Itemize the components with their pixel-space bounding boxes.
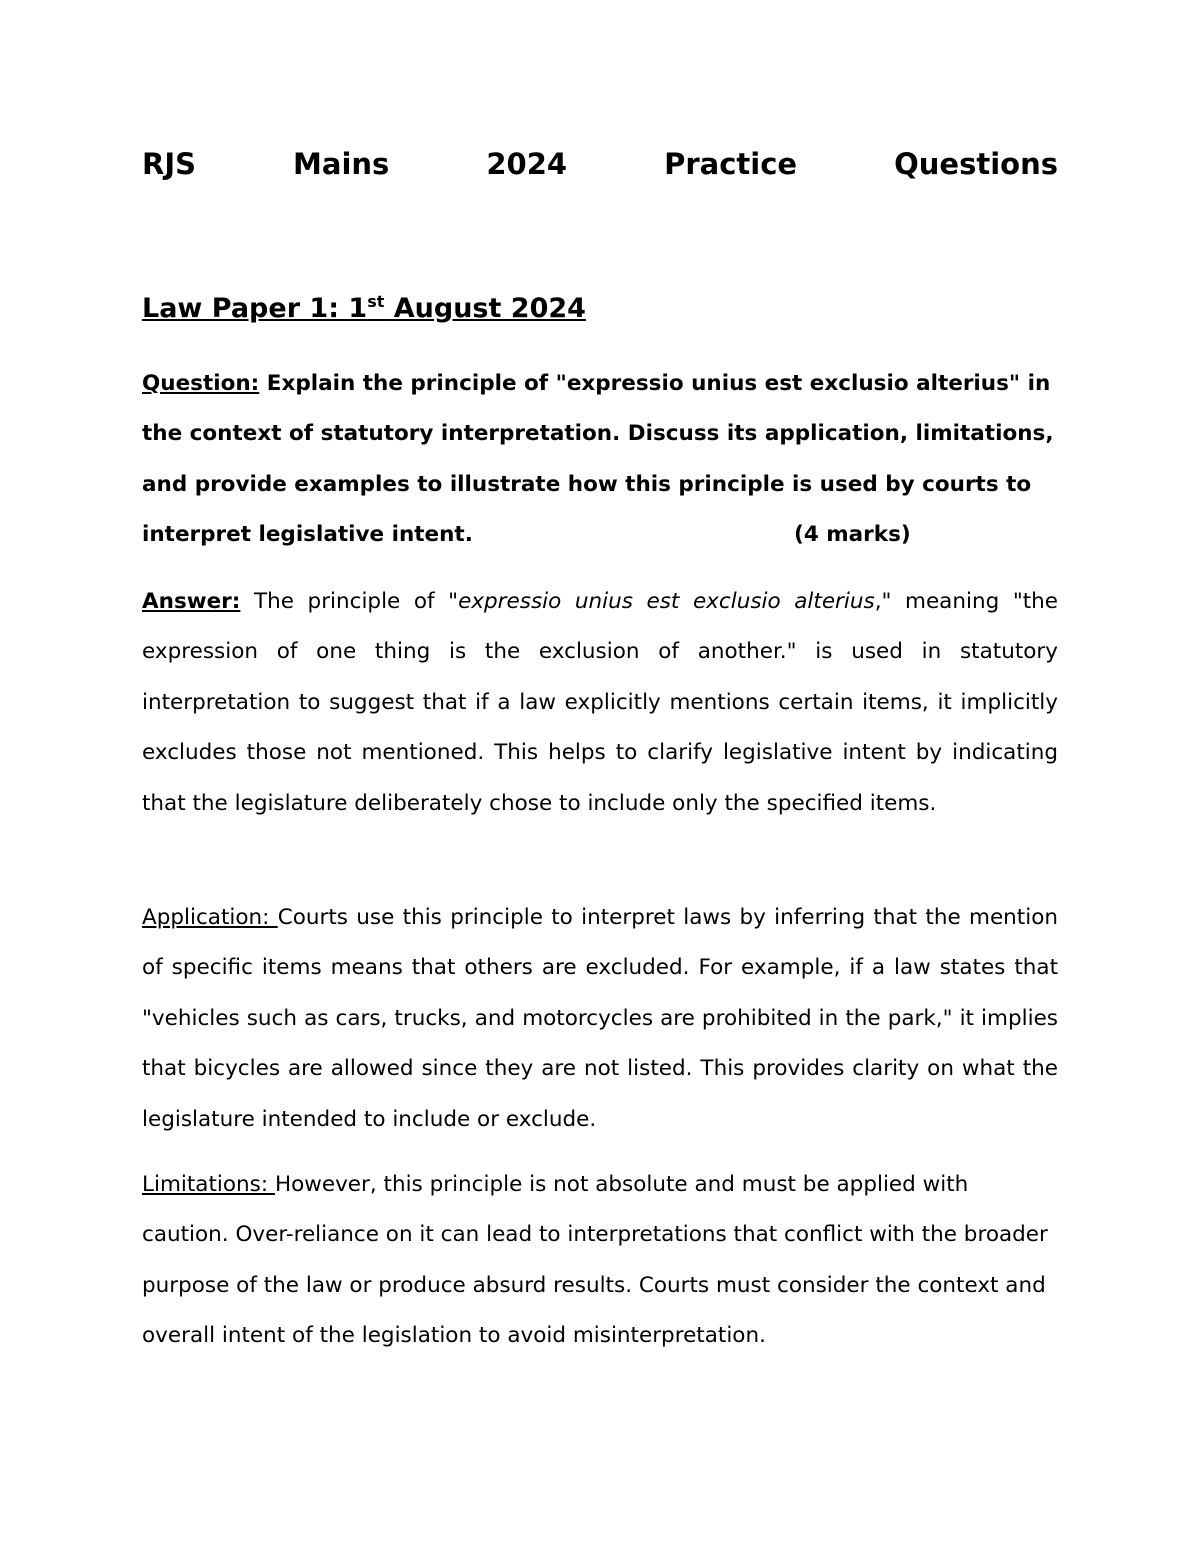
title-word: RJS (142, 147, 197, 181)
paper-heading-prefix: Law Paper 1: 1 (142, 293, 368, 324)
title-word: Practice (664, 147, 798, 181)
limitations-label: Limitations: (142, 1172, 275, 1197)
question-marks: (4 marks) (794, 522, 911, 548)
paper-heading-suffix: August 2024 (384, 293, 586, 324)
limitations-text: However, this principle is not absolute and must be applied with caution. Over-reliance on it can lead to interpretations that conflict with the broader purpose of the law or produce absurd results. Courts must consider the context and overall intent of the legislation to avoid misinterpretation. (142, 1172, 1048, 1349)
title-word: Questions (894, 147, 1058, 181)
answer-latin-phrase: expressio unius est exclusio alterius (458, 589, 875, 614)
question-paragraph (142, 359, 1058, 561)
page-title (142, 142, 1058, 186)
limitations-paragraph (142, 1160, 1058, 1362)
answer-label: Answer: (142, 589, 241, 614)
answer-text-after: ," meaning "the expression of one thing is the exclusion of another." is used in statutory interpretation to suggest that if a law explicitly mentions certain items, it implicitly excludes those not mentioned. This helps to clarify legislative intent by indicating that the legislature deliberately chose to include only the specified items. (142, 589, 1058, 816)
title-word: Mains (293, 147, 390, 181)
answer-paragraph (142, 577, 1058, 829)
application-label: Application: (142, 905, 278, 930)
question-label: Question: (142, 371, 260, 396)
answer-text-before: The principle of " (240, 589, 459, 614)
application-paragraph (142, 893, 1058, 1145)
application-text: Courts use this principle to interpret laws by inferring that the mention of specific items means that others are excluded. For example, if a law states that "vehicles such as cars, trucks, and motorcycles are prohibited in the park," it implies that bicycles are allowed since they are not listed. This provides clarity on what the legislature intended to include or exclude. (142, 905, 1058, 1132)
paper-heading (142, 288, 1058, 330)
question-text: Explain the principle of "expressio unius est exclusio alterius" in the context of statutory interpretation. Discuss its application, limitations, and provide examples to illustrate how this principle is used by courts to interpret legislative intent. (142, 371, 1054, 548)
paper-heading-ordinal: st (367, 292, 385, 311)
title-word: 2024 (486, 147, 568, 181)
